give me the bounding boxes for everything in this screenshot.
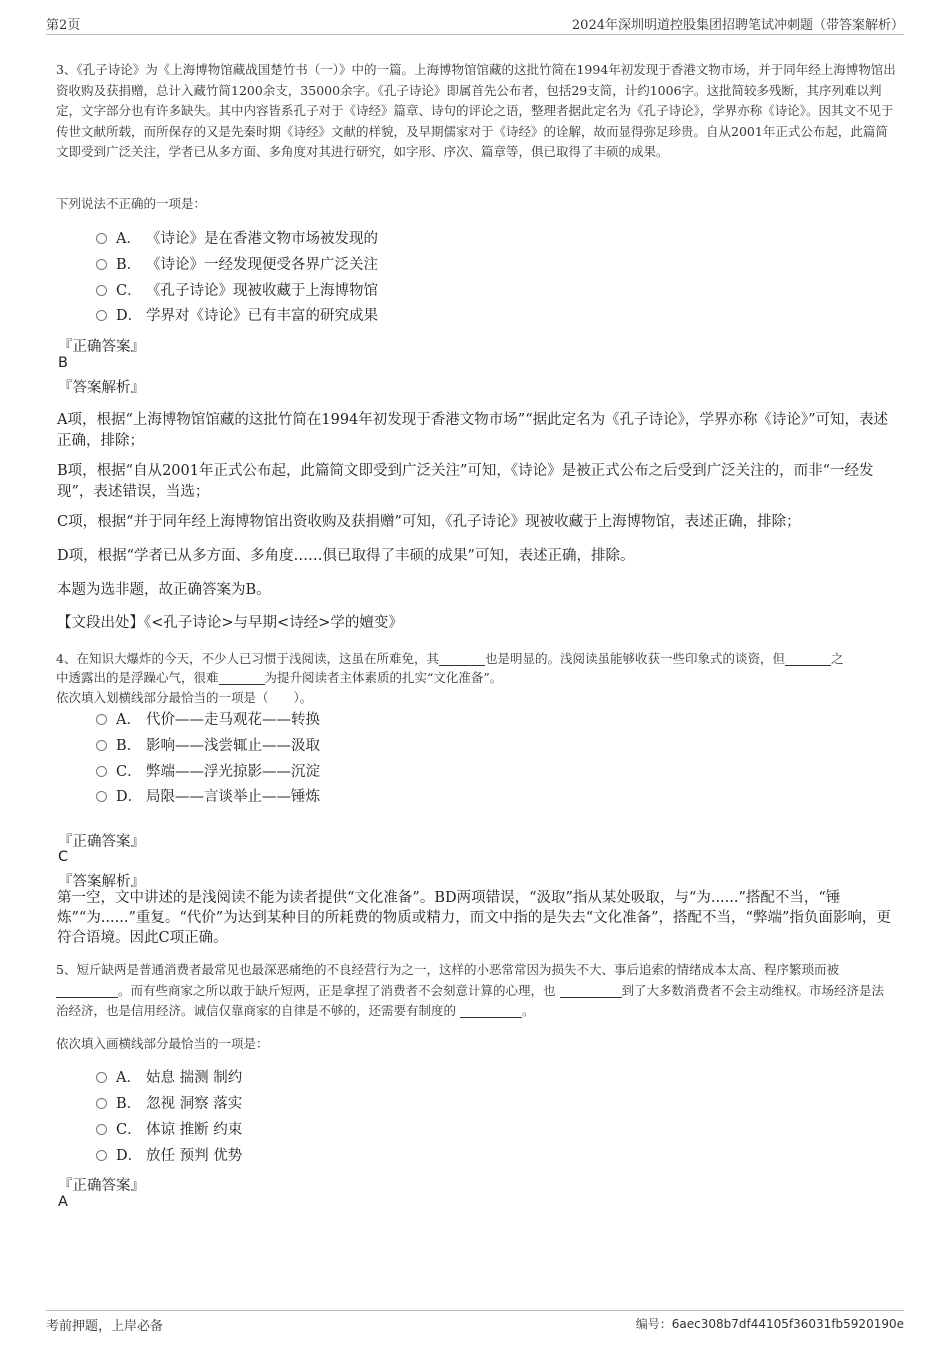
radio-icon[interactable] — [96, 1124, 107, 1135]
question-3-option-c[interactable]: C． 《孔子诗论》现被收藏于上海博物馆 — [96, 280, 378, 302]
radio-icon[interactable] — [96, 285, 107, 296]
question-4-option-a[interactable]: A． 代价——走马观花——转换 — [96, 709, 320, 731]
radio-icon[interactable] — [96, 1150, 107, 1161]
question-4-stem: 4、在知识大爆炸的今天，不少人已习惯于浅阅读，这虽在所难免，其 也是明显的。浅阅读虽能够收获一些印象式的谈资，但 之 中透露出的是浮躁心气，很难 为提升阅读者主体素质的扎实“文化准备”。 — [56, 651, 844, 685]
question-5-answer: A — [58, 1194, 68, 1210]
question-3-stem: 3、《孔子诗论》为《上海博物馆藏战国楚竹书（一）》中的一篇。上海博物馆馆藏的这批竹简在1994年初发现于香港文物市场，并于同年经上海博物馆出资收购及获捐赠，总计入藏竹简1200余支，35000余字。《孔子诗论》即属首先公布者，包括29支简，计约1006字。这批简较多残断，其序列难以判定，文字部分也有许多缺失。其中内容皆系孔子对于《诗经》篇章、诗句的评论之语，整理者据此定名为《孔子诗论》，学界亦称《诗论》。因其文不见于传世文献所载，而所保存的又是先秦时期《诗经》文献的样貌，及早期儒家对于《诗经》的诠解，故而显得弥足珍贵。自从2001年正式公布起，此篇简文即受到广泛关注，学者已从多方面、多角度对其进行研究，如字形、序次、篇章等，俱已取得了丰硕的成果。 — [56, 62, 896, 159]
page-number: 第2页 — [46, 18, 81, 33]
radio-icon[interactable] — [96, 766, 107, 777]
question-3-answer: B — [58, 355, 68, 371]
question-4-analysis: 第一空，文中讲述的是浅阅读不能为读者提供“文化准备”。BD两项错误，“汲取”指从某处吸取，与“为......”搭配不当，“锤炼”“为......”重复。“代价”为达到某种目的所耗费的物质或精力，而文中指的是失去“文化准备”，搭配不当，“弊端”指负面影响，更符合语境。因此C项正确。 — [57, 890, 891, 946]
question-5-option-c[interactable]: C． 体谅 推断 约束 — [96, 1119, 242, 1141]
question-3-option-a[interactable]: A． 《诗论》是在香港文物市场被发现的 — [96, 228, 378, 250]
question-3-option-b[interactable]: B． 《诗论》一经发现便受各界广泛关注 — [96, 254, 378, 276]
question-3-conclusion: 本题为选非题，故正确答案为B。 — [57, 582, 271, 598]
document-title: 2024年深圳明道控股集团招聘笔试冲刺题（带答案解析） — [571, 18, 904, 33]
question-4-option-c[interactable]: C． 弊端——浮光掠影——沉淀 — [96, 761, 320, 783]
radio-icon[interactable] — [96, 740, 107, 751]
question-4-prompt: 依次填入划横线部分最恰当的一项是（ ）。 — [56, 690, 313, 705]
radio-icon[interactable] — [96, 259, 107, 270]
question-5-option-a[interactable]: A． 姑息 揣测 制约 — [96, 1067, 242, 1089]
radio-icon[interactable] — [96, 310, 107, 321]
blank-3 — [460, 1003, 522, 1018]
question-5-stem: 5、短斤缺两是普通消费者最常见也最深恶痛绝的不良经营行为之一，这样的小恶常常因为损失不大、事后追索的情绪成本太高、程序繁琐而被。而有些商家之所以敢于缺斤短两，正是拿捏了消费者不会刻意计算的心理，也 到了大多数消费者不会主动维权。市场经济是法治经济，也是信用经济。诚信仅靠商家的自律是不够的，还需要有制度的 。 — [56, 962, 885, 1018]
question-3-analysis-b: B项，根据“自从2001年正式公布起，此篇简文即受到广泛关注”可知，《诗论》是被正式公布之后受到广泛关注的，而非“一经发现”，表述错误，当选； — [57, 463, 874, 500]
question-3-option-d[interactable]: D． 学界对《诗论》已有丰富的研究成果 — [96, 305, 378, 327]
question-3-answer-label: 『正确答案』 — [58, 339, 145, 355]
question-5-answer-label: 『正确答案』 — [58, 1178, 145, 1194]
radio-icon[interactable] — [96, 1098, 107, 1109]
question-5-option-d[interactable]: D． 放任 预判 优势 — [96, 1145, 242, 1167]
radio-icon[interactable] — [96, 791, 107, 802]
page-footer — [46, 1310, 904, 1333]
question-3-source: 【文段出处】《<孔子诗论>与早期<诗经>学的嬗变》 — [57, 615, 403, 631]
footer-slogan: 考前押题，上岸必备 — [46, 1319, 164, 1334]
blank-3 — [219, 670, 265, 685]
radio-icon[interactable] — [96, 1072, 107, 1083]
question-3-analysis-label: 『答案解析』 — [58, 380, 145, 396]
question-4-answer: C — [58, 849, 69, 865]
document-id: 编号：6aec308b7df44105f36031fb5920190e — [635, 1317, 904, 1331]
question-5-prompt: 依次填入画横线部分最恰当的一项是： — [56, 1036, 269, 1051]
question-4-answer-label: 『正确答案』 — [58, 834, 145, 850]
question-5-option-b[interactable]: B． 忽视 洞察 落实 — [96, 1093, 242, 1115]
radio-icon[interactable] — [96, 233, 107, 244]
question-3-analysis-a: A项，根据“上海博物馆馆藏的这批竹简在1994年初发现于香港文物市场”“据此定名为《孔子诗论》，学界亦称《诗论》”可知，表述正确，排除； — [57, 412, 889, 449]
question-4-option-d[interactable]: D． 局限——言谈举止——锤炼 — [96, 786, 320, 808]
question-3-prompt: 下列说法不正确的一项是： — [56, 196, 207, 211]
blank-2 — [785, 651, 831, 666]
question-4-analysis-label: 『答案解析』 — [58, 874, 145, 890]
question-3-analysis-d: D项，根据“学者已从多方面、多角度……俱已取得了丰硕的成果”可知，表述正确，排除。 — [57, 548, 635, 564]
radio-icon[interactable] — [96, 714, 107, 725]
blank-1 — [56, 983, 118, 998]
blank-1 — [439, 651, 485, 666]
blank-2 — [560, 983, 622, 998]
page-header — [46, 12, 904, 35]
question-4-option-b[interactable]: B． 影响——浅尝辄止——汲取 — [96, 735, 320, 757]
question-3-analysis-c: C项，根据“并于同年经上海博物馆出资收购及获捐赠”可知，《孔子诗论》现被收藏于上海博物馆，表述正确，排除； — [57, 514, 801, 530]
